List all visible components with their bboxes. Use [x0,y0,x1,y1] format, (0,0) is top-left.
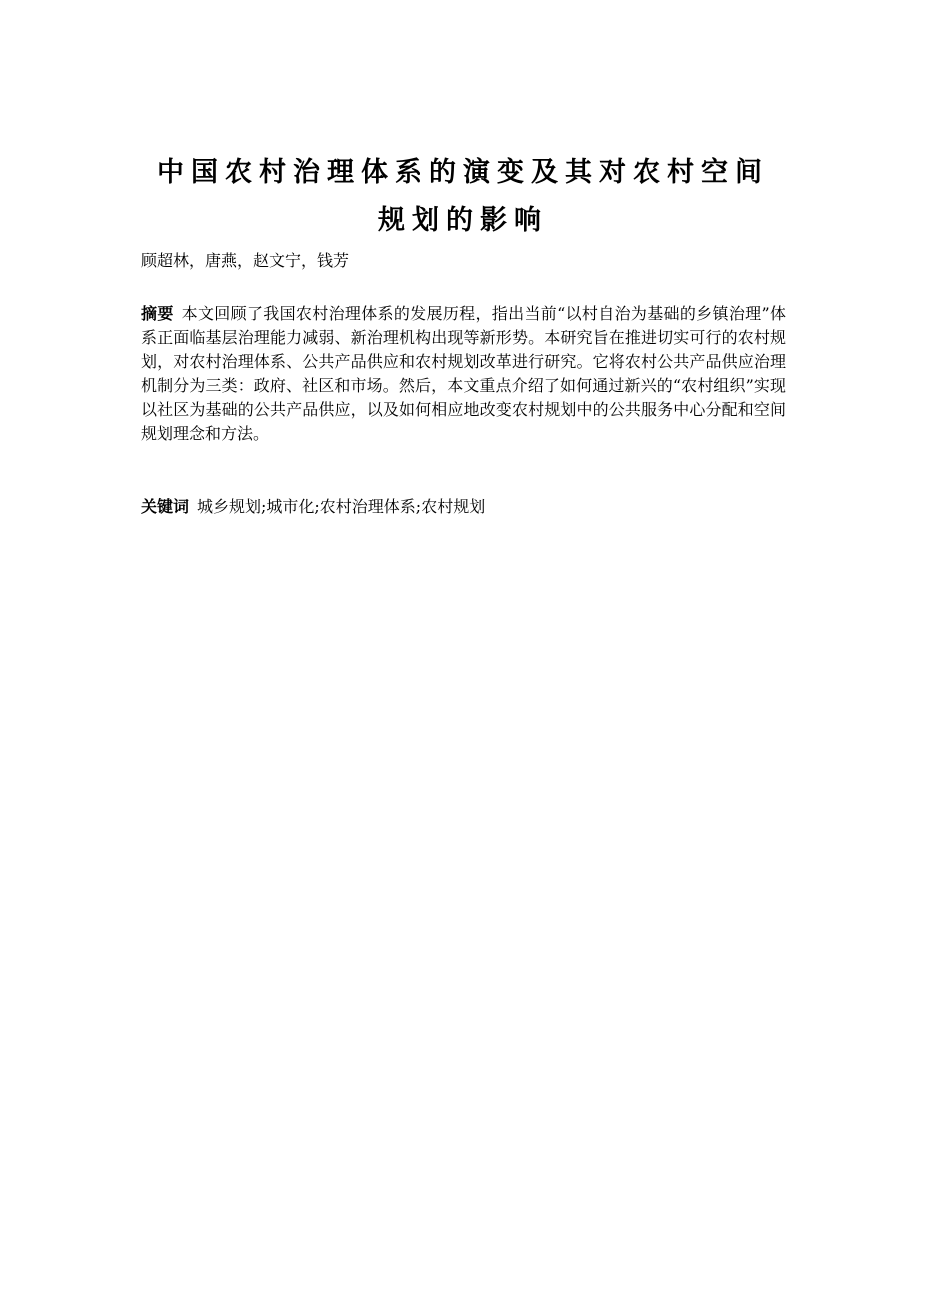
abstract-text: 本文回顾了我国农村治理体系的发展历程，指出当前“以村自治为基础的乡镇治理”体系正面临基层治理能力减弱、新治理机构出现等新形势。本研究旨在推进切实可行的农村规划，对农村治理体系、公共产品供应和农村规划改革进行研究。它将农村公共产品供应治理机制分为三类：政府、社区和市场。然后，本文重点介绍了如何通过新兴的“农村组织”实现以社区为基础的公共产品供应，以及如何相应地改变农村规划中的公共服务中心分配和空间规划理念和方法。 [141,304,786,443]
paper-title-line-1: 中国农村治理体系的演变及其对农村空间 [157,157,769,188]
keywords-text: 城乡规划;城市化;农村治理体系;农村规划 [197,497,486,516]
paper-title-line-2: 规划的影响 [378,205,548,236]
abstract-label: 摘要 [141,304,174,323]
abstract-paragraph [141,302,786,446]
author-list: 顾超林，唐燕，赵文宁，钱芳 [141,251,350,270]
keywords-label: 关键词 [141,497,190,516]
keywords-paragraph [141,495,786,519]
